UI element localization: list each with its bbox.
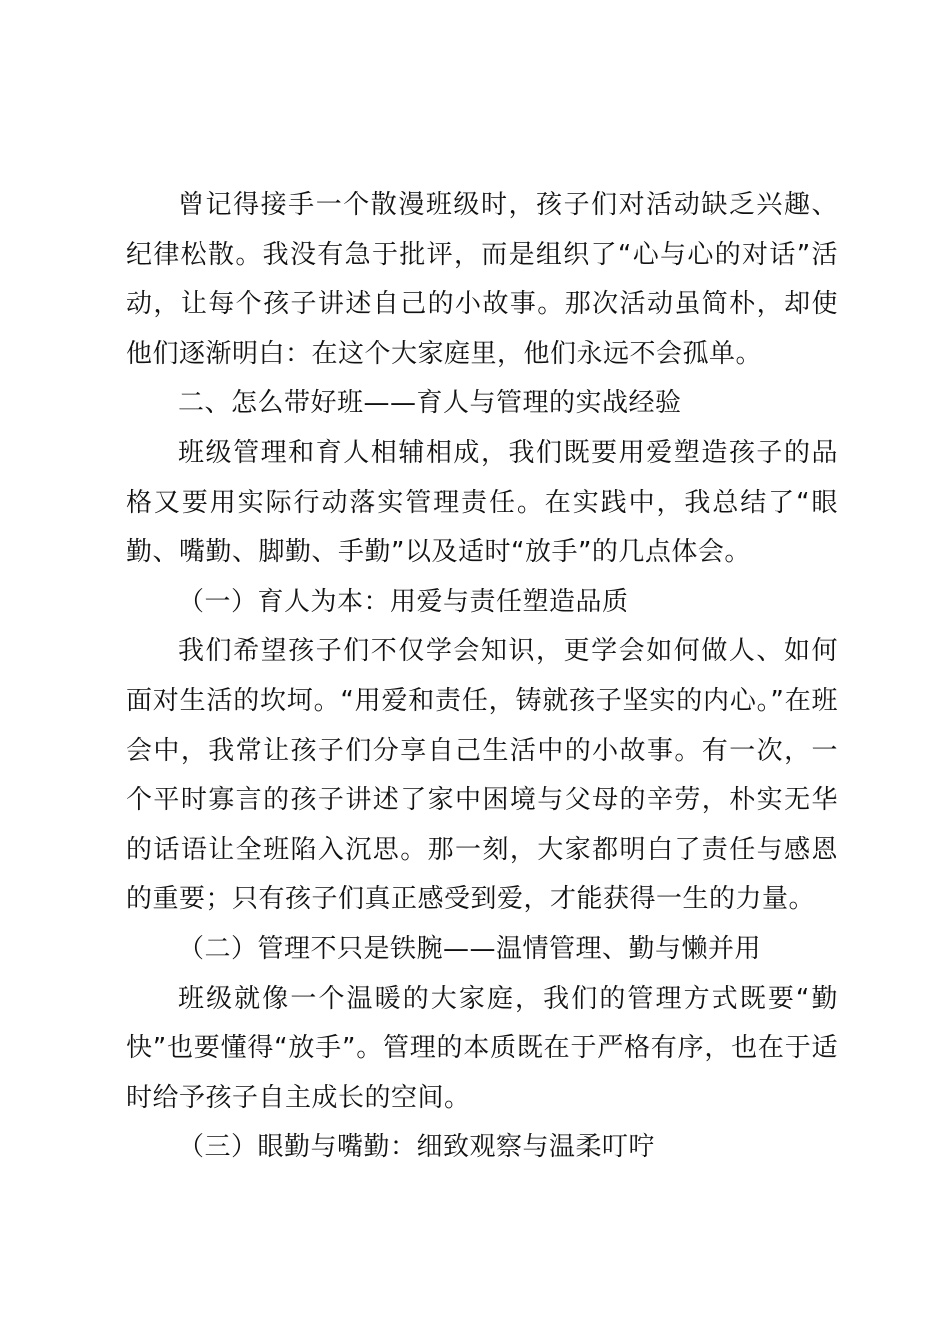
paragraph-warm-management: 班级就像一个温暖的大家庭，我们的管理方式既要“勤快”也要懂得“放手”。管理的本质既在于严格有序，也在于适时给予孩子自主成长的空间。 bbox=[126, 983, 838, 1113]
document-body bbox=[126, 181, 838, 1173]
paragraph-class-story: 曾记得接手一个散漫班级时，孩子们对活动缺乏兴趣、纪律松散。我没有急于批评，而是组织了“心与心的对话”活动，让每个孩子讲述自己的小故事。那次活动虽简朴，却使他们逐渐明白：在这个大家庭里，他们永远不会孤单。 bbox=[126, 190, 838, 369]
subheading-one: （一）育人为本：用爱与责任塑造品质 bbox=[178, 586, 629, 617]
subheading-two: （二）管理不只是铁腕——温情管理、勤与懒并用 bbox=[178, 933, 762, 964]
paragraph-education: 我们希望孩子们不仅学会知识，更学会如何做人、如何面对生活的坎坷。“用爱和责任，铸就孩子坚实的内心。”在班会中，我常让孩子们分享自己生活中的小故事。有一次，一个平时寡言的孩子讲述了家中困境与父母的辛劳，朴实无华的话语让全班陷入沉思。那一刻，大家都明白了责任与感恩的重要；只有孩子们真正感受到爱，才能获得一生的力量。 bbox=[126, 636, 838, 915]
paragraph-management-intro: 班级管理和育人相辅相成，我们既要用爱塑造孩子的品格又要用实际行动落实管理责任。在实践中，我总结了“眼勤、嘴勤、脚勤、手勤”以及适时“放手”的几点体会。 bbox=[126, 437, 838, 568]
subheading-three: （三）眼勤与嘴勤：细致观察与温柔叮咛 bbox=[178, 1132, 656, 1163]
section-heading-two: 二、怎么带好班——育人与管理的实战经验 bbox=[178, 388, 682, 419]
